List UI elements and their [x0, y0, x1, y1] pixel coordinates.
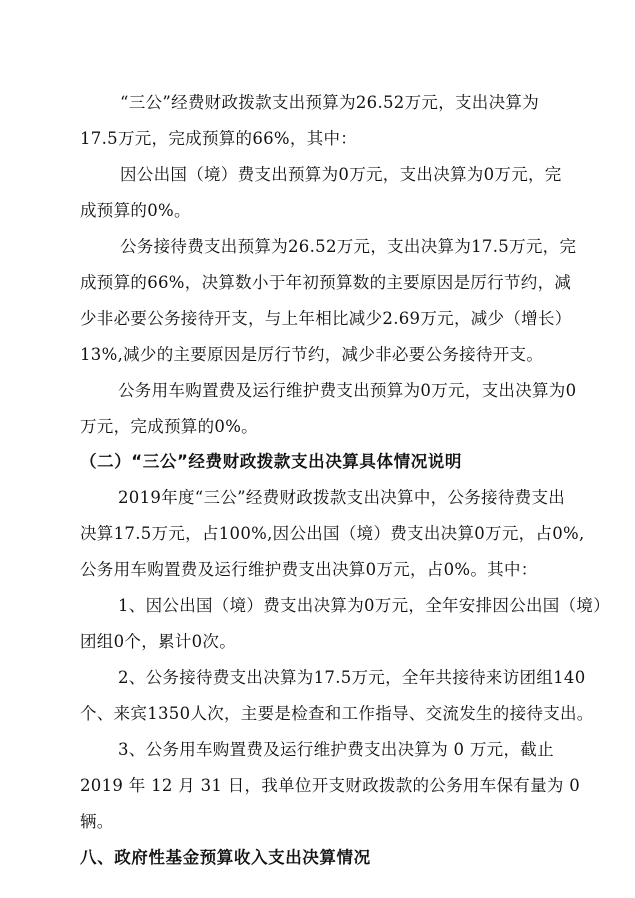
paragraph-line: 公务用车购置费及运行维护费支出决算0万元，占0%。其中：	[80, 560, 538, 579]
paragraph-line: 2019年度“三公”经费财政拨款支出决算中，公务接待费支出	[118, 488, 566, 507]
paragraph-line: 辆。	[80, 812, 114, 831]
section-heading: （二）“三公”经费财政拨款支出决算具体情况说明	[80, 452, 462, 471]
paragraph-line: 成预算的0%。	[80, 201, 191, 220]
paragraph-line: “三公”经费财政拨款支出预算为26.52万元，支出决算为	[120, 93, 540, 112]
paragraph-line: 13%,减少的主要原因是厉行节约，减少非必要公务接待开支。	[80, 345, 544, 364]
paragraph-line: 1、因公出国（境）费支出决算为0万元，全年安排因公出国（境）	[118, 596, 610, 615]
paragraph-line: 17.5万元，完成预算的66%，其中：	[80, 129, 358, 148]
section-heading: 八、政府性基金预算收入支出决算情况	[80, 848, 371, 867]
paragraph-line: 成预算的66%，决算数小于年初预算数的主要原因是厉行节约，减	[80, 273, 572, 292]
paragraph-line: 2019 年 12 月 31 日，我单位开支财政拨款的公务用车保有量为 0	[80, 776, 581, 795]
paragraph-line: 少非必要公务接待开支，与上年相比减少2.69万元，减少（增长）	[80, 309, 572, 328]
paragraph-line: 决算17.5万元，占100%,因公出国（境）费支出决算0万元，占0%,	[80, 524, 585, 543]
paragraph-line: 2、公务接待费支出决算为17.5万元，全年共接待来访团组140	[118, 668, 586, 687]
paragraph-line: 万元，完成预算的0%。	[80, 417, 258, 436]
paragraph-line: 公务接待费支出预算为26.52万元，支出决算为17.5万元，完	[120, 237, 577, 256]
paragraph-line: 因公出国（境）费支出预算为0万元，支出决算为0万元，完	[120, 165, 562, 184]
paragraph-line: 个、来宾1350人次，主要是检查和工作指导、交流发生的接待支出。	[80, 704, 594, 723]
paragraph-line: 3、公务用车购置费及运行维护费支出决算为 0 万元，截止	[118, 740, 554, 759]
paragraph-line: 公务用车购置费及运行维护费支出预算为0万元，支出决算为0	[118, 381, 577, 400]
paragraph-line: 团组0个，累计0次。	[80, 632, 236, 651]
